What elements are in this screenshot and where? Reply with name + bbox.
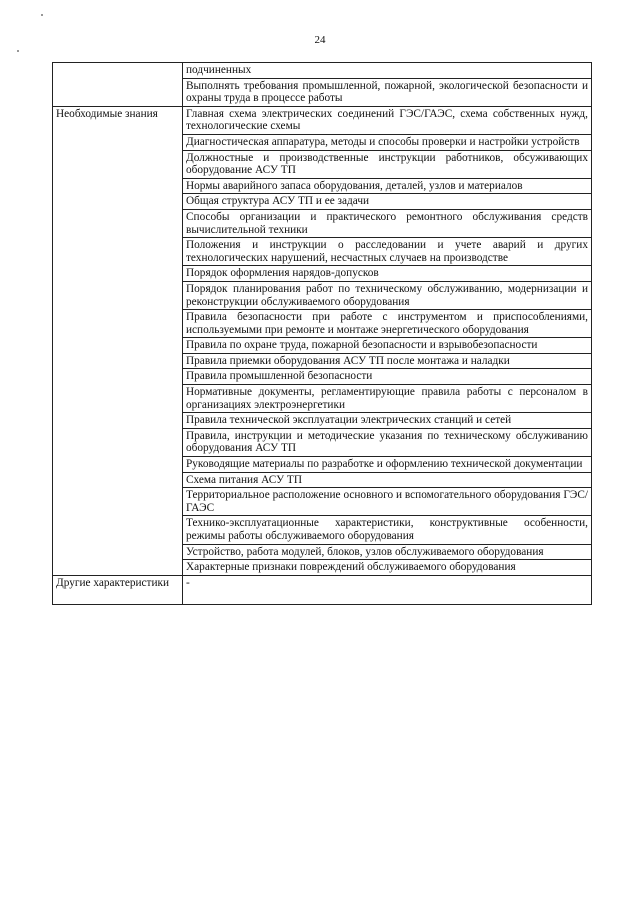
table-cell: Порядок оформления нарядов-допусков: [183, 266, 592, 282]
table-row: [53, 106, 592, 134]
knowledge-label: Необходимые знания: [53, 106, 183, 575]
table-cell: Технико-эксплуатационные характеристики, конструктивные особенности, режимы работы обслуживаемого оборудования: [183, 516, 592, 544]
table-cell: Правила приемки оборудования АСУ ТП после монтажа и наладки: [183, 353, 592, 369]
table-cell: Территориальное расположение основного и вспомогательного оборудования ГЭС/ГАЭС: [183, 488, 592, 516]
table-cell: Правила безопасности при работе с инструментом и приспособлениями, используемыми при ремонте и монтаже энергетического оборудования: [183, 310, 592, 338]
page-number: 24: [314, 34, 326, 46]
table-cell: -: [183, 575, 592, 604]
table-cell: Положения и инструкции о расследовании и учете аварий и других технологических нарушений, несчастных случаев на производстве: [183, 238, 592, 266]
empty-label-cell: [53, 63, 183, 107]
table-cell: Должностные и производственные инструкции работников, обсуживающих оборудование АСУ ТП: [183, 150, 592, 178]
scan-speck: [17, 50, 19, 52]
table-cell: Нормы аварийного запаса оборудования, деталей, узлов и материалов: [183, 178, 592, 194]
table-cell: Правила по охране труда, пожарной безопасности и взрывобезопасности: [183, 338, 592, 354]
table-cell: подчиненных: [183, 63, 592, 79]
table-row: [53, 575, 592, 604]
table-cell: Способы организации и практического ремонтного обслуживания средств вычислительной техники: [183, 209, 592, 237]
table-cell: Диагностическая аппаратура, методы и способы проверки и настройки устройств: [183, 134, 592, 150]
table-cell: Нормативные документы, регламентирующие правила работы с персоналом в организациях электроэнергетики: [183, 385, 592, 413]
scan-speck: [41, 14, 43, 16]
table-cell: Главная схема электрических соединений ГЭС/ГАЭС, схема собственных нужд, технологические схемы: [183, 106, 592, 134]
other-characteristics-label: Другие характеристики: [53, 575, 183, 604]
table-row: [53, 63, 592, 79]
table-cell: Схема питания АСУ ТП: [183, 472, 592, 488]
table-cell: Правила промышленной безопасности: [183, 369, 592, 385]
table-cell: Правила технической эксплуатации электрических станций и сетей: [183, 413, 592, 429]
table-cell: Устройство, работа модулей, блоков, узлов обслуживаемого оборудования: [183, 544, 592, 560]
table-cell: Выполнять требования промышленной, пожарной, экологической безопасности и охраны труда в процессе работы: [183, 78, 592, 106]
table-cell: Правила, инструкции и методические указания по техническому обслуживанию оборудования АСУ ТП: [183, 428, 592, 456]
table-cell: Порядок планирования работ по техническому обслуживанию, модернизации и реконструкции обслуживаемого оборудования: [183, 281, 592, 309]
table-cell: Характерные признаки повреждений обслуживаемого оборудования: [183, 560, 592, 576]
qualification-table: [52, 62, 592, 605]
table-cell: Руководящие материалы по разработке и оформлению технической документации: [183, 457, 592, 473]
table-cell: Общая структура АСУ ТП и ее задачи: [183, 194, 592, 210]
